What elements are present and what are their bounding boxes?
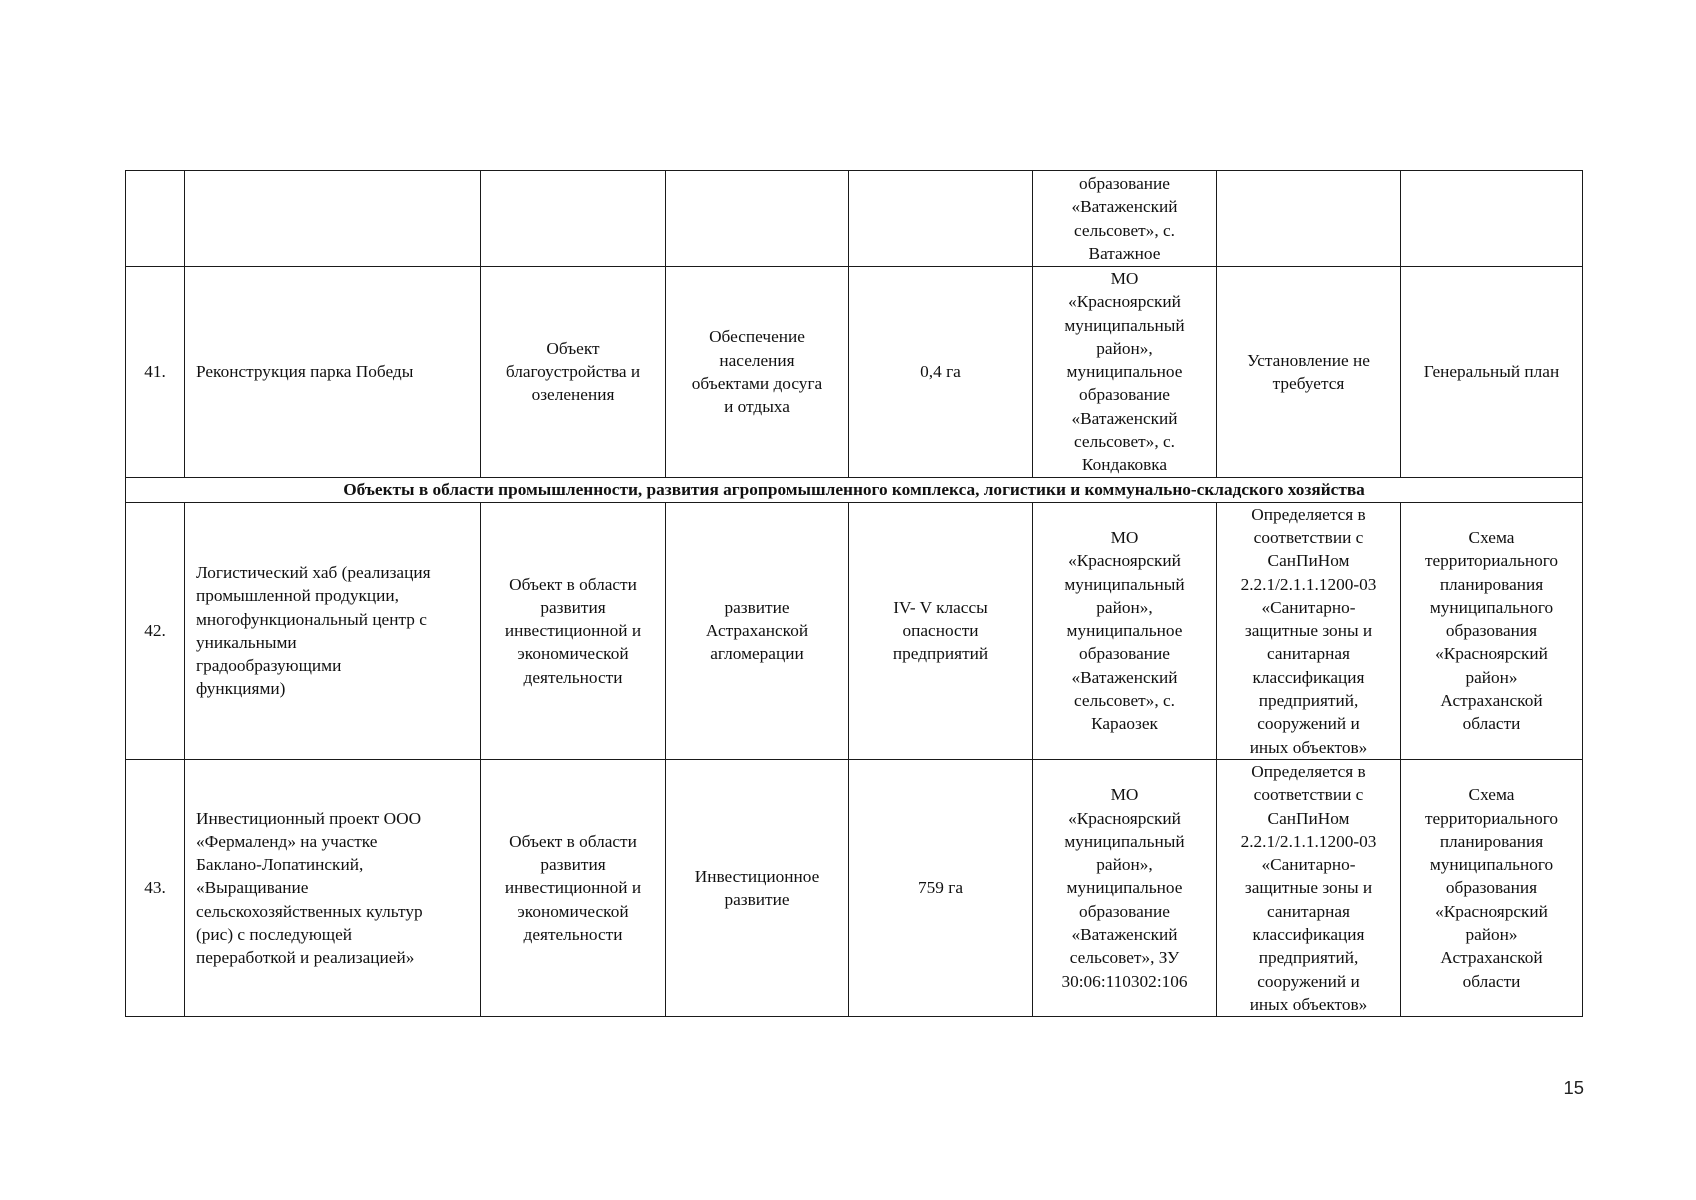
location-text: образование «Ватаженский сельсовет», с. Ватажное: [1071, 173, 1178, 263]
object-location: МО «Красноярский муниципальный район», муниципальное образование «Ватаженский сельсовет», с. Кондаковка: [1064, 269, 1185, 475]
cell-zones: [1217, 759, 1401, 1016]
cell-location: [1033, 502, 1217, 759]
cell-type: [481, 759, 666, 1016]
cell-purpose: [666, 502, 849, 759]
object-characteristics: IV- V классы опасности предприятий: [892, 597, 989, 664]
cell-location: [1033, 759, 1217, 1016]
table-row: [126, 759, 1583, 1016]
cell-num: [126, 171, 185, 267]
row-number: 41.: [144, 362, 166, 382]
cell-type: [481, 267, 666, 478]
object-source: Схема территориального планирования муниципального образования «Красноярский район» Астраханской области: [1424, 527, 1559, 734]
cell-location: [1033, 267, 1217, 478]
section-header: Объекты в области промышленности, развития агропромышленного комплекса, логистики и коммунально-складского хозяйства: [126, 477, 1583, 502]
object-zones: Определяется в соответствии с СанПиНом 2.2.1/2.1.1.1200-03 «Санитарно- защитные зоны и санитарная классификация предприятий, сооружений и иных объектов»: [1240, 761, 1377, 1014]
object-location: МО «Красноярский муниципальный район», муниципальное образование «Ватаженский сельсовет», с. Караозек: [1064, 527, 1185, 734]
table-row: [126, 502, 1583, 759]
row-number: 42.: [144, 621, 166, 641]
cell-zones: [1217, 267, 1401, 478]
cell-purpose: [666, 267, 849, 478]
object-name: Реконструкция парка Победы: [196, 362, 414, 382]
object-characteristics: 0,4 га: [920, 362, 961, 382]
cell-characteristics: [849, 171, 1033, 267]
cell-name: [185, 502, 481, 759]
cell-source: [1401, 171, 1583, 267]
cell-purpose: [666, 759, 849, 1016]
cell-num: [126, 502, 185, 759]
objects-table: [125, 170, 1583, 1017]
object-name: Логистический хаб (реализация промышленной продукции, многофункциональный центр с уникальными градообразующими функциями): [196, 562, 431, 699]
page-number: 15: [1563, 1077, 1584, 1098]
cell-name: [185, 759, 481, 1016]
object-type: Объект благоустройства и озеленения: [505, 338, 641, 405]
cell-name: [185, 171, 481, 267]
cell-purpose: [666, 171, 849, 267]
object-characteristics: 759 га: [917, 878, 963, 898]
cell-type: [481, 502, 666, 759]
cell-type: [481, 171, 666, 267]
cell-source: [1401, 267, 1583, 478]
section-header-row: [126, 477, 1583, 502]
object-name: Инвестиционный проект ООО «Фермаленд» на участке Баклано-Лопатинский, «Выращивание сельскохозяйственных культур (рис) с последующей переработкой и реализацией»: [196, 808, 423, 968]
cell-name: [185, 267, 481, 478]
object-zones: Определяется в соответствии с СанПиНом 2.2.1/2.1.1.1200-03 «Санитарно- защитные зоны и санитарная классификация предприятий, сооружений и иных объектов»: [1240, 504, 1377, 757]
cell-num: [126, 759, 185, 1016]
object-source: Генеральный план: [1423, 362, 1560, 382]
object-location: МО «Красноярский муниципальный район», муниципальное образование «Ватаженский сельсовет», ЗУ 30:06:110302:106: [1061, 785, 1188, 991]
object-zones: Установление не требуется: [1247, 350, 1370, 393]
cell-characteristics: [849, 267, 1033, 478]
object-source: Схема территориального планирования муниципального образования «Красноярский район» Астраханской области: [1424, 785, 1559, 991]
cell-num: [126, 267, 185, 478]
row-number: 43.: [144, 878, 166, 898]
cell-location: [1033, 171, 1217, 267]
object-purpose: развитие Астраханской агломерации: [705, 597, 809, 664]
cell-characteristics: [849, 759, 1033, 1016]
object-purpose: Инвестиционное развитие: [694, 866, 820, 910]
object-purpose: Обеспечение населения объектами досуга и отдыха: [691, 327, 823, 417]
object-type: Объект в области развития инвестиционной и экономической деятельности: [504, 574, 642, 687]
cell-source: [1401, 759, 1583, 1016]
table-row: [126, 267, 1583, 478]
cell-source: [1401, 502, 1583, 759]
object-type: Объект в области развития инвестиционной и экономической деятельности: [504, 831, 642, 945]
cell-zones: [1217, 171, 1401, 267]
cell-zones: [1217, 502, 1401, 759]
table-row-continuation: [126, 171, 1583, 267]
cell-characteristics: [849, 502, 1033, 759]
